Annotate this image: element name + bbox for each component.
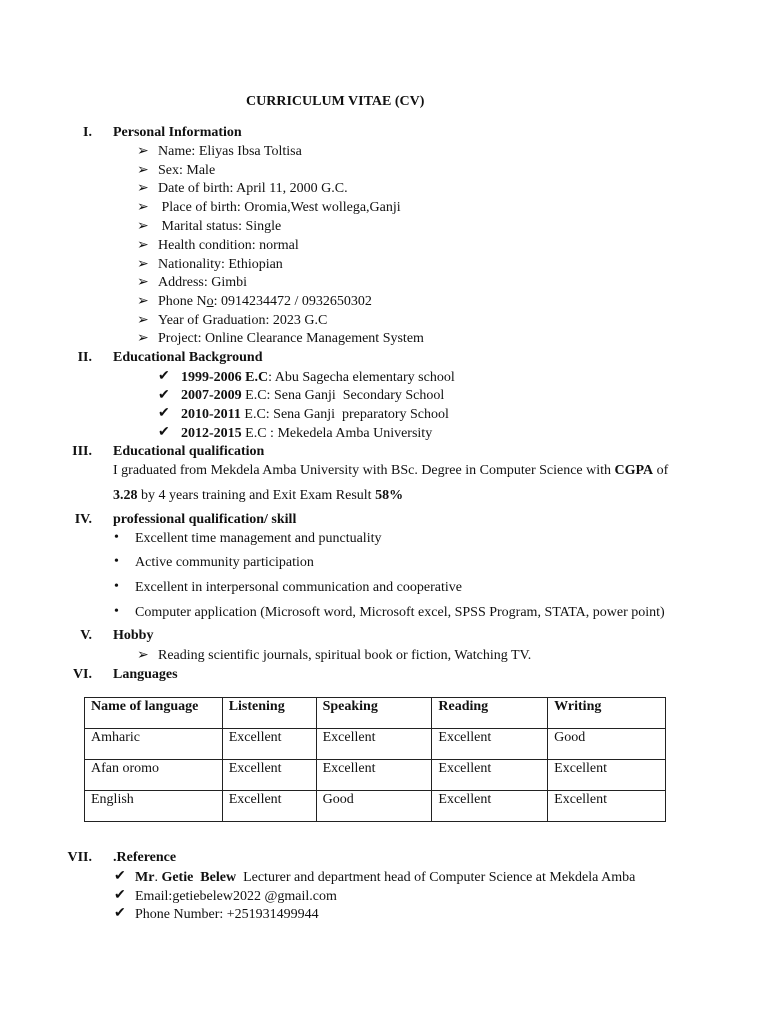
list-item: 1999-2006 E.C: Abu Sagecha elementary school <box>181 370 455 385</box>
section-heading-education: Educational Background <box>113 350 263 365</box>
arrow-bullet-icon: ➢ <box>137 331 149 346</box>
list-item: Address: Gimbi <box>158 275 248 290</box>
arrow-bullet-icon: ➢ <box>137 257 149 272</box>
table-cell: Good <box>316 791 432 822</box>
list-item: 2010-2011 E.C: Sena Ganji preparatory School <box>181 407 449 422</box>
languages-table <box>84 697 666 822</box>
column-header: Reading <box>432 698 548 729</box>
list-item: Health condition: normal <box>158 238 299 253</box>
table-cell: Excellent <box>432 791 548 822</box>
table-row <box>85 729 666 760</box>
list-item: Reading scientific journals, spiritual book or fiction, Watching TV. <box>158 648 532 663</box>
section-heading-qualification: Educational qualification <box>113 444 265 459</box>
section-number: III. <box>72 444 92 459</box>
column-header: Writing <box>548 698 666 729</box>
qualification-paragraph-line2: 3.28 by 4 years training and Exit Exam Result 58% <box>113 488 404 503</box>
arrow-bullet-icon: ➢ <box>137 294 149 309</box>
section-heading-languages: Languages <box>113 667 178 682</box>
list-item-phone: Phone No: 0914234472 / 0932650302 <box>158 294 372 309</box>
list-item: Year of Graduation: 2023 G.C <box>158 313 328 328</box>
reference-email: Email:getiebelew2022 @gmail.com <box>135 889 337 904</box>
list-item: Computer application (Microsoft word, Microsoft excel, SPSS Program, STATA, power point) <box>135 605 665 620</box>
list-item: 2012-2015 E.C : Mekedela Amba University <box>181 426 433 441</box>
section-number: II. <box>77 350 92 365</box>
table-cell: Excellent <box>548 791 666 822</box>
reference-name: Mr. Getie Belew Lecturer and department head of Computer Science at Mekdela Amba <box>135 870 636 885</box>
column-header: Speaking <box>316 698 432 729</box>
list-item: Marital status: Single <box>158 219 282 234</box>
table-cell: Excellent <box>432 729 548 760</box>
table-header-row <box>85 698 666 729</box>
list-item: Active community participation <box>135 555 314 570</box>
table-row <box>85 760 666 791</box>
dot-bullet-icon: • <box>114 530 119 545</box>
section-number: I. <box>83 125 92 140</box>
arrow-bullet-icon: ➢ <box>137 144 149 159</box>
table-cell: Excellent <box>222 729 316 760</box>
arrow-bullet-icon: ➢ <box>137 181 149 196</box>
arrow-bullet-icon: ➢ <box>137 648 149 663</box>
list-item: Project: Online Clearance Management System <box>158 331 424 346</box>
table-cell: Good <box>548 729 666 760</box>
section-number: IV. <box>74 512 92 527</box>
list-item: Place of birth: Oromia,West wollega,Ganji <box>158 200 401 215</box>
checkmark-icon: ✔ <box>114 869 126 884</box>
arrow-bullet-icon: ➢ <box>137 313 149 328</box>
table-cell: Excellent <box>548 760 666 791</box>
table-cell: Afan oromo <box>85 760 223 791</box>
dot-bullet-icon: • <box>114 604 119 619</box>
arrow-bullet-icon: ➢ <box>137 163 149 178</box>
section-heading-skills: professional qualification/ skill <box>113 512 297 527</box>
checkmark-icon: ✔ <box>114 888 126 903</box>
dot-bullet-icon: • <box>114 579 119 594</box>
column-header: Name of language <box>85 698 223 729</box>
section-heading-reference: .Reference <box>113 850 177 865</box>
column-header: Listening <box>222 698 316 729</box>
arrow-bullet-icon: ➢ <box>137 219 149 234</box>
section-heading-hobby: Hobby <box>113 628 154 643</box>
page-title: CURRICULUM VITAE (CV) <box>246 94 425 109</box>
table-cell: Excellent <box>222 760 316 791</box>
table-cell: Excellent <box>432 760 548 791</box>
list-item: 2007-2009 E.C: Sena Ganji Secondary School <box>181 388 445 403</box>
list-item: Nationality: Ethiopian <box>158 257 283 272</box>
qualification-paragraph-line1: I graduated from Mekdela Amba University with BSc. Degree in Computer Science with CGPA of <box>113 463 669 478</box>
section-heading-personal: Personal Information <box>113 125 242 140</box>
table-cell: Excellent <box>316 760 432 791</box>
arrow-bullet-icon: ➢ <box>137 200 149 215</box>
table-cell: Amharic <box>85 729 223 760</box>
section-number: V. <box>80 628 92 643</box>
table-cell: Excellent <box>316 729 432 760</box>
list-item: Sex: Male <box>158 163 216 178</box>
checkmark-icon: ✔ <box>158 369 170 384</box>
table-cell: Excellent <box>222 791 316 822</box>
list-item: Excellent time management and punctuality <box>135 531 382 546</box>
checkmark-icon: ✔ <box>158 425 170 440</box>
checkmark-icon: ✔ <box>158 388 170 403</box>
table-cell: English <box>85 791 223 822</box>
checkmark-icon: ✔ <box>114 906 126 921</box>
arrow-bullet-icon: ➢ <box>137 238 149 253</box>
reference-phone: Phone Number: +251931499944 <box>135 907 319 922</box>
list-item: Date of birth: April 11, 2000 G.C. <box>158 181 348 196</box>
list-item: Excellent in interpersonal communication and cooperative <box>135 580 462 595</box>
arrow-bullet-icon: ➢ <box>137 275 149 290</box>
list-item: Name: Eliyas Ibsa Toltisa <box>158 144 302 159</box>
table-row <box>85 791 666 822</box>
checkmark-icon: ✔ <box>158 406 170 421</box>
section-number: VI. <box>72 667 92 682</box>
dot-bullet-icon: • <box>114 554 119 569</box>
section-number: VII. <box>67 850 92 865</box>
